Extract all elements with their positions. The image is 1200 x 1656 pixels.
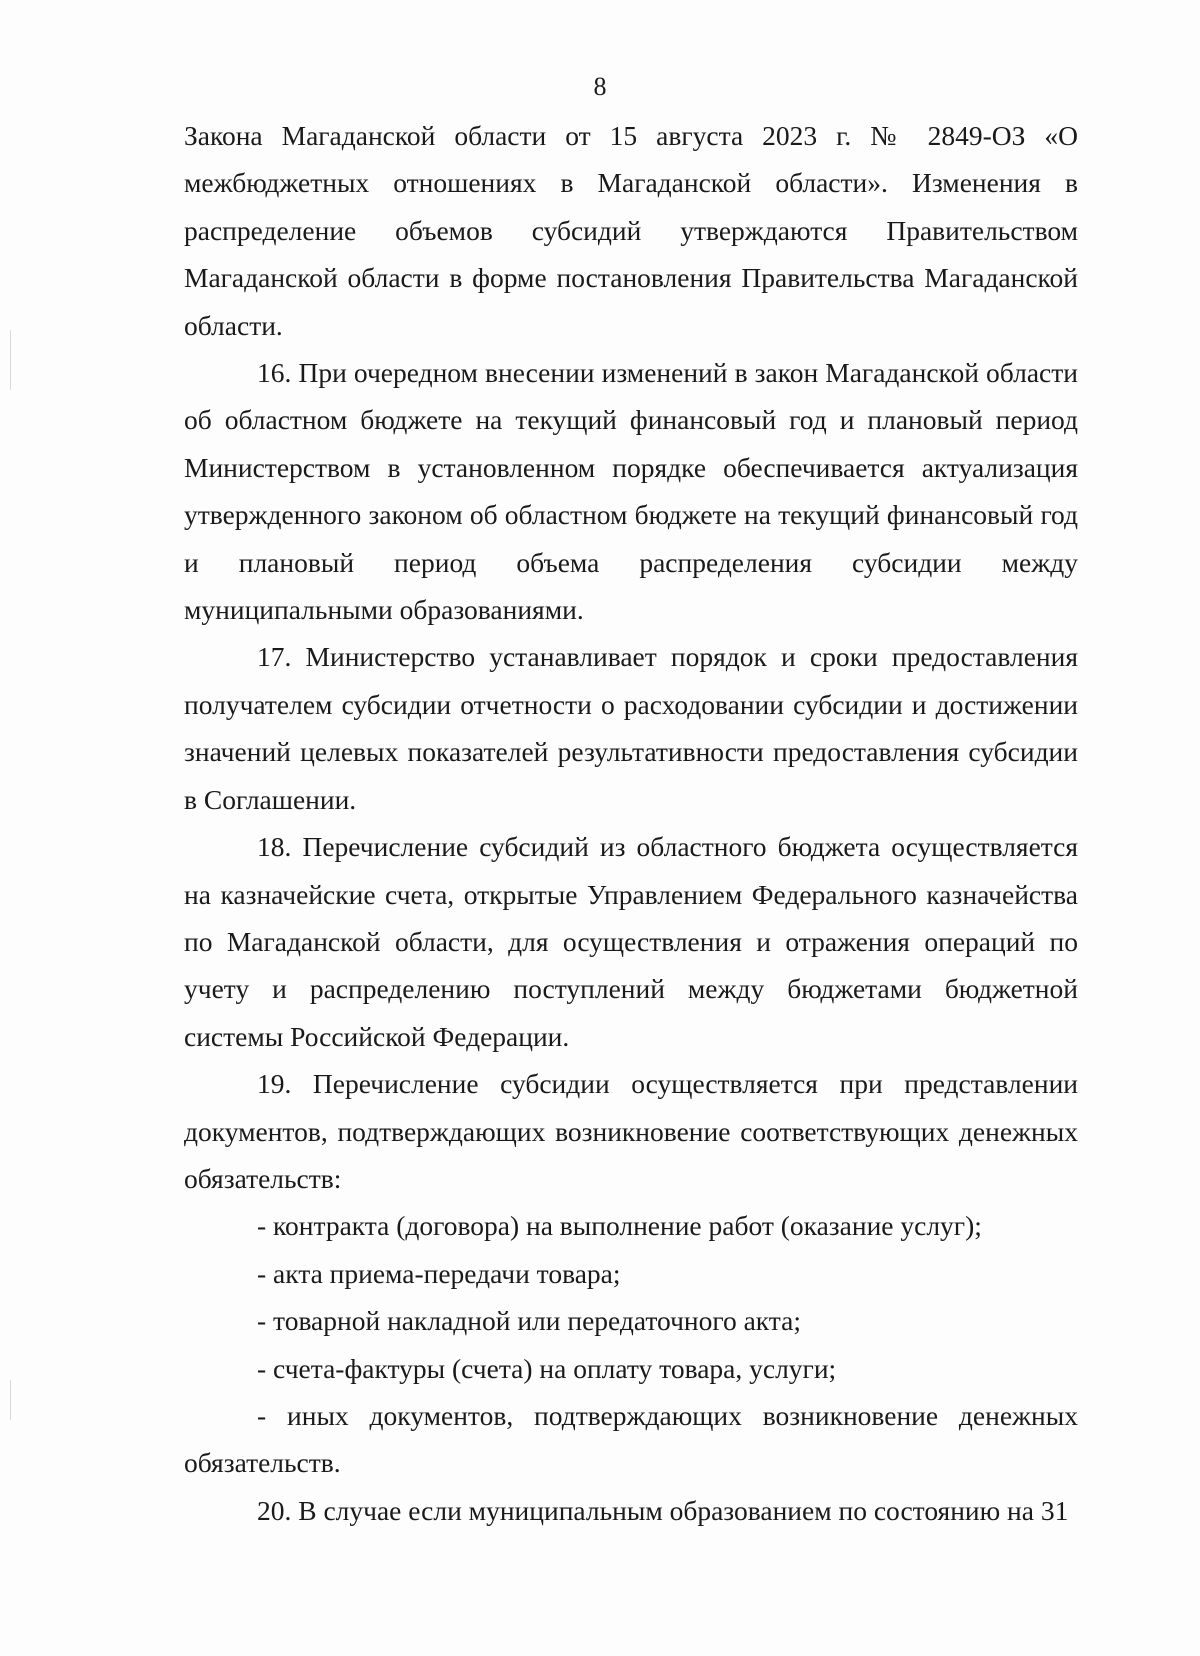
paragraph-20: 20. В случае если муниципальным образованием по состоянию на 31: [257, 1494, 1069, 1526]
paragraph-16: 16. При очередном внесении изменений в закон Магаданской области об областном бюджете на текущий финансовый год и плановый период Министерством в установленном порядке обеспечивается актуализация утвержденного законом об областном бюджете на текущий финансовый год и плановый период объема распределения субсидии между муниципальными образованиями.: [184, 357, 1078, 626]
paragraph-continuation: Закона Магаданской области от 15 августа 2023 г. № 2849-ОЗ «О межбюджетных отношениях в Магаданской области». Изменения в распределение объемов субсидий утверждаются Правительством Магаданской области в форме постановления Правительства Магаданской области.: [184, 120, 1078, 341]
page-number: 8: [593, 72, 607, 101]
document-body: [184, 112, 1078, 1534]
paragraph-19: 19. Перечисление субсидии осуществляется при представлении документов, подтверждающих возникновение соответствующих денежных обязательств:: [184, 1068, 1078, 1194]
list-item-other-documents: - иных документов, подтверждающих возникновение денежных обязательств.: [184, 1399, 1078, 1479]
paragraph-18: 18. Перечисление субсидий из областного бюджета осуществляется на казначейские счета, открытые Управлением Федерального казначейства по Магаданской области, для осуществления и отражения операций по учету и распределению поступлений между бюджетами бюджетной системы Российской Федерации.: [184, 831, 1078, 1052]
list-item-transfer-act: - акта приема-передачи товара;: [257, 1257, 621, 1289]
list-item-contract: - контракта (договора) на выполнение работ (оказание услуг);: [257, 1210, 982, 1242]
scan-edge-mark: [10, 1380, 11, 1420]
paragraph-17: 17. Министерство устанавливает порядок и сроки предоставления получателем субсидии отчетности о расходовании субсидии и достижении значений целевых показателей результативности предоставления субсидии в Соглашении.: [184, 641, 1078, 815]
scan-edge-mark: [10, 330, 11, 390]
list-item-waybill: - товарной накладной или передаточного акта;: [257, 1305, 801, 1337]
list-item-invoice: - счета-фактуры (счета) на оплату товара, услуги;: [257, 1352, 837, 1384]
